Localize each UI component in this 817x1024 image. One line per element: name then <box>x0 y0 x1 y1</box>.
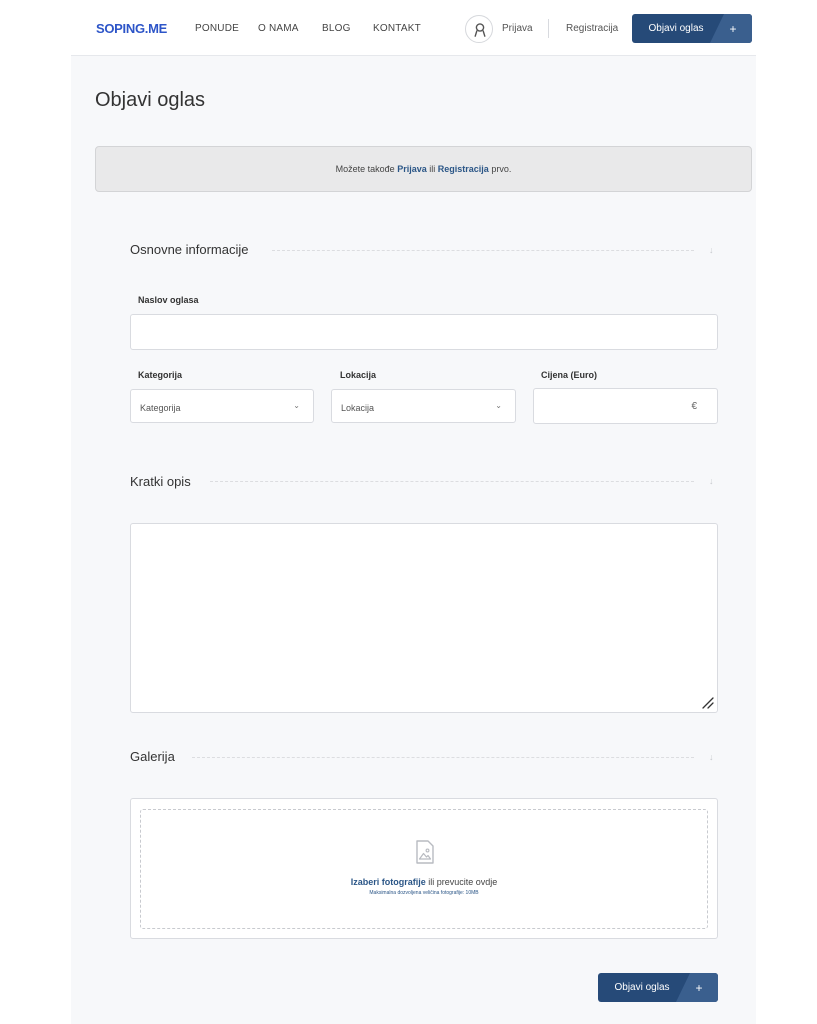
choose-photos-text <box>141 877 707 887</box>
login-link[interactable]: Prijava <box>502 23 533 34</box>
section-divider <box>272 250 694 251</box>
register-link[interactable]: Registracija <box>566 23 619 34</box>
nav-item-blog[interactable]: BLOG <box>322 23 351 34</box>
section-title-gallery: Galerija <box>130 749 189 764</box>
photo-dropzone[interactable] <box>140 809 708 929</box>
header-divider <box>548 19 549 38</box>
location-selected-value: Lokacija <box>341 403 375 413</box>
post-ad-header-button[interactable] <box>632 14 752 43</box>
description-textarea[interactable] <box>130 523 718 713</box>
notice-suffix: prvo. <box>491 164 512 174</box>
logo-text: SOPING.ME <box>96 21 167 36</box>
section-title-description: Kratki opis <box>130 474 205 489</box>
submit-post-ad-label: Objavi oglas <box>614 982 670 993</box>
ad-title-label: Naslov oglasa <box>138 295 199 305</box>
section-divider <box>210 481 694 482</box>
notice-prefix: Možete takođe <box>335 164 395 174</box>
chevron-down-icon: ⌄ <box>495 401 502 410</box>
site-logo[interactable] <box>96 21 167 36</box>
section-title-basic-info: Osnovne informacije <box>130 242 263 257</box>
location-select[interactable] <box>331 389 516 423</box>
nav-item-o-nama[interactable]: O NAMA <box>258 23 299 34</box>
resize-icon[interactable] <box>702 697 714 709</box>
gallery-upload-box <box>130 798 718 939</box>
choose-photos-suffix: ili prevucite ovdje <box>425 877 498 887</box>
plus-icon: + <box>695 980 703 995</box>
location-label: Lokacija <box>340 370 377 380</box>
notice-register-link[interactable]: Registracija <box>437 164 489 174</box>
choose-photos-link[interactable]: Izaberi fotografije <box>350 877 426 887</box>
category-selected-value: Kategorija <box>140 403 181 413</box>
arrow-down-icon: ↓ <box>709 245 714 255</box>
price-input[interactable] <box>533 388 718 424</box>
user-icon <box>473 22 487 38</box>
category-label: Kategorija <box>138 370 183 380</box>
login-avatar-button[interactable] <box>465 15 493 43</box>
arrow-down-icon: ↓ <box>709 476 714 486</box>
nav-item-ponude[interactable]: PONUDE <box>195 23 239 34</box>
nav-item-kontakt[interactable]: KONTAKT <box>373 23 421 34</box>
login-notice <box>95 146 752 192</box>
post-ad-header-label: Objavi oglas <box>648 23 704 34</box>
submit-post-ad-button[interactable] <box>598 973 718 1002</box>
category-select[interactable] <box>130 389 314 423</box>
max-size-note: Maksimalna dozvoljena veličina fotografije: 10MB <box>369 890 479 896</box>
arrow-down-icon: ↓ <box>709 752 714 762</box>
section-divider <box>192 757 694 758</box>
image-icon <box>415 840 435 864</box>
notice-login-link[interactable]: Prijava <box>397 164 427 174</box>
price-label: Cijena (Euro) <box>541 370 598 380</box>
plus-icon: + <box>729 21 737 36</box>
ad-title-input[interactable] <box>130 314 718 350</box>
chevron-down-icon: ⌄ <box>293 401 300 410</box>
euro-icon: € <box>691 401 697 412</box>
notice-middle: ili <box>429 164 436 174</box>
page-title: Objavi oglas <box>95 89 206 111</box>
